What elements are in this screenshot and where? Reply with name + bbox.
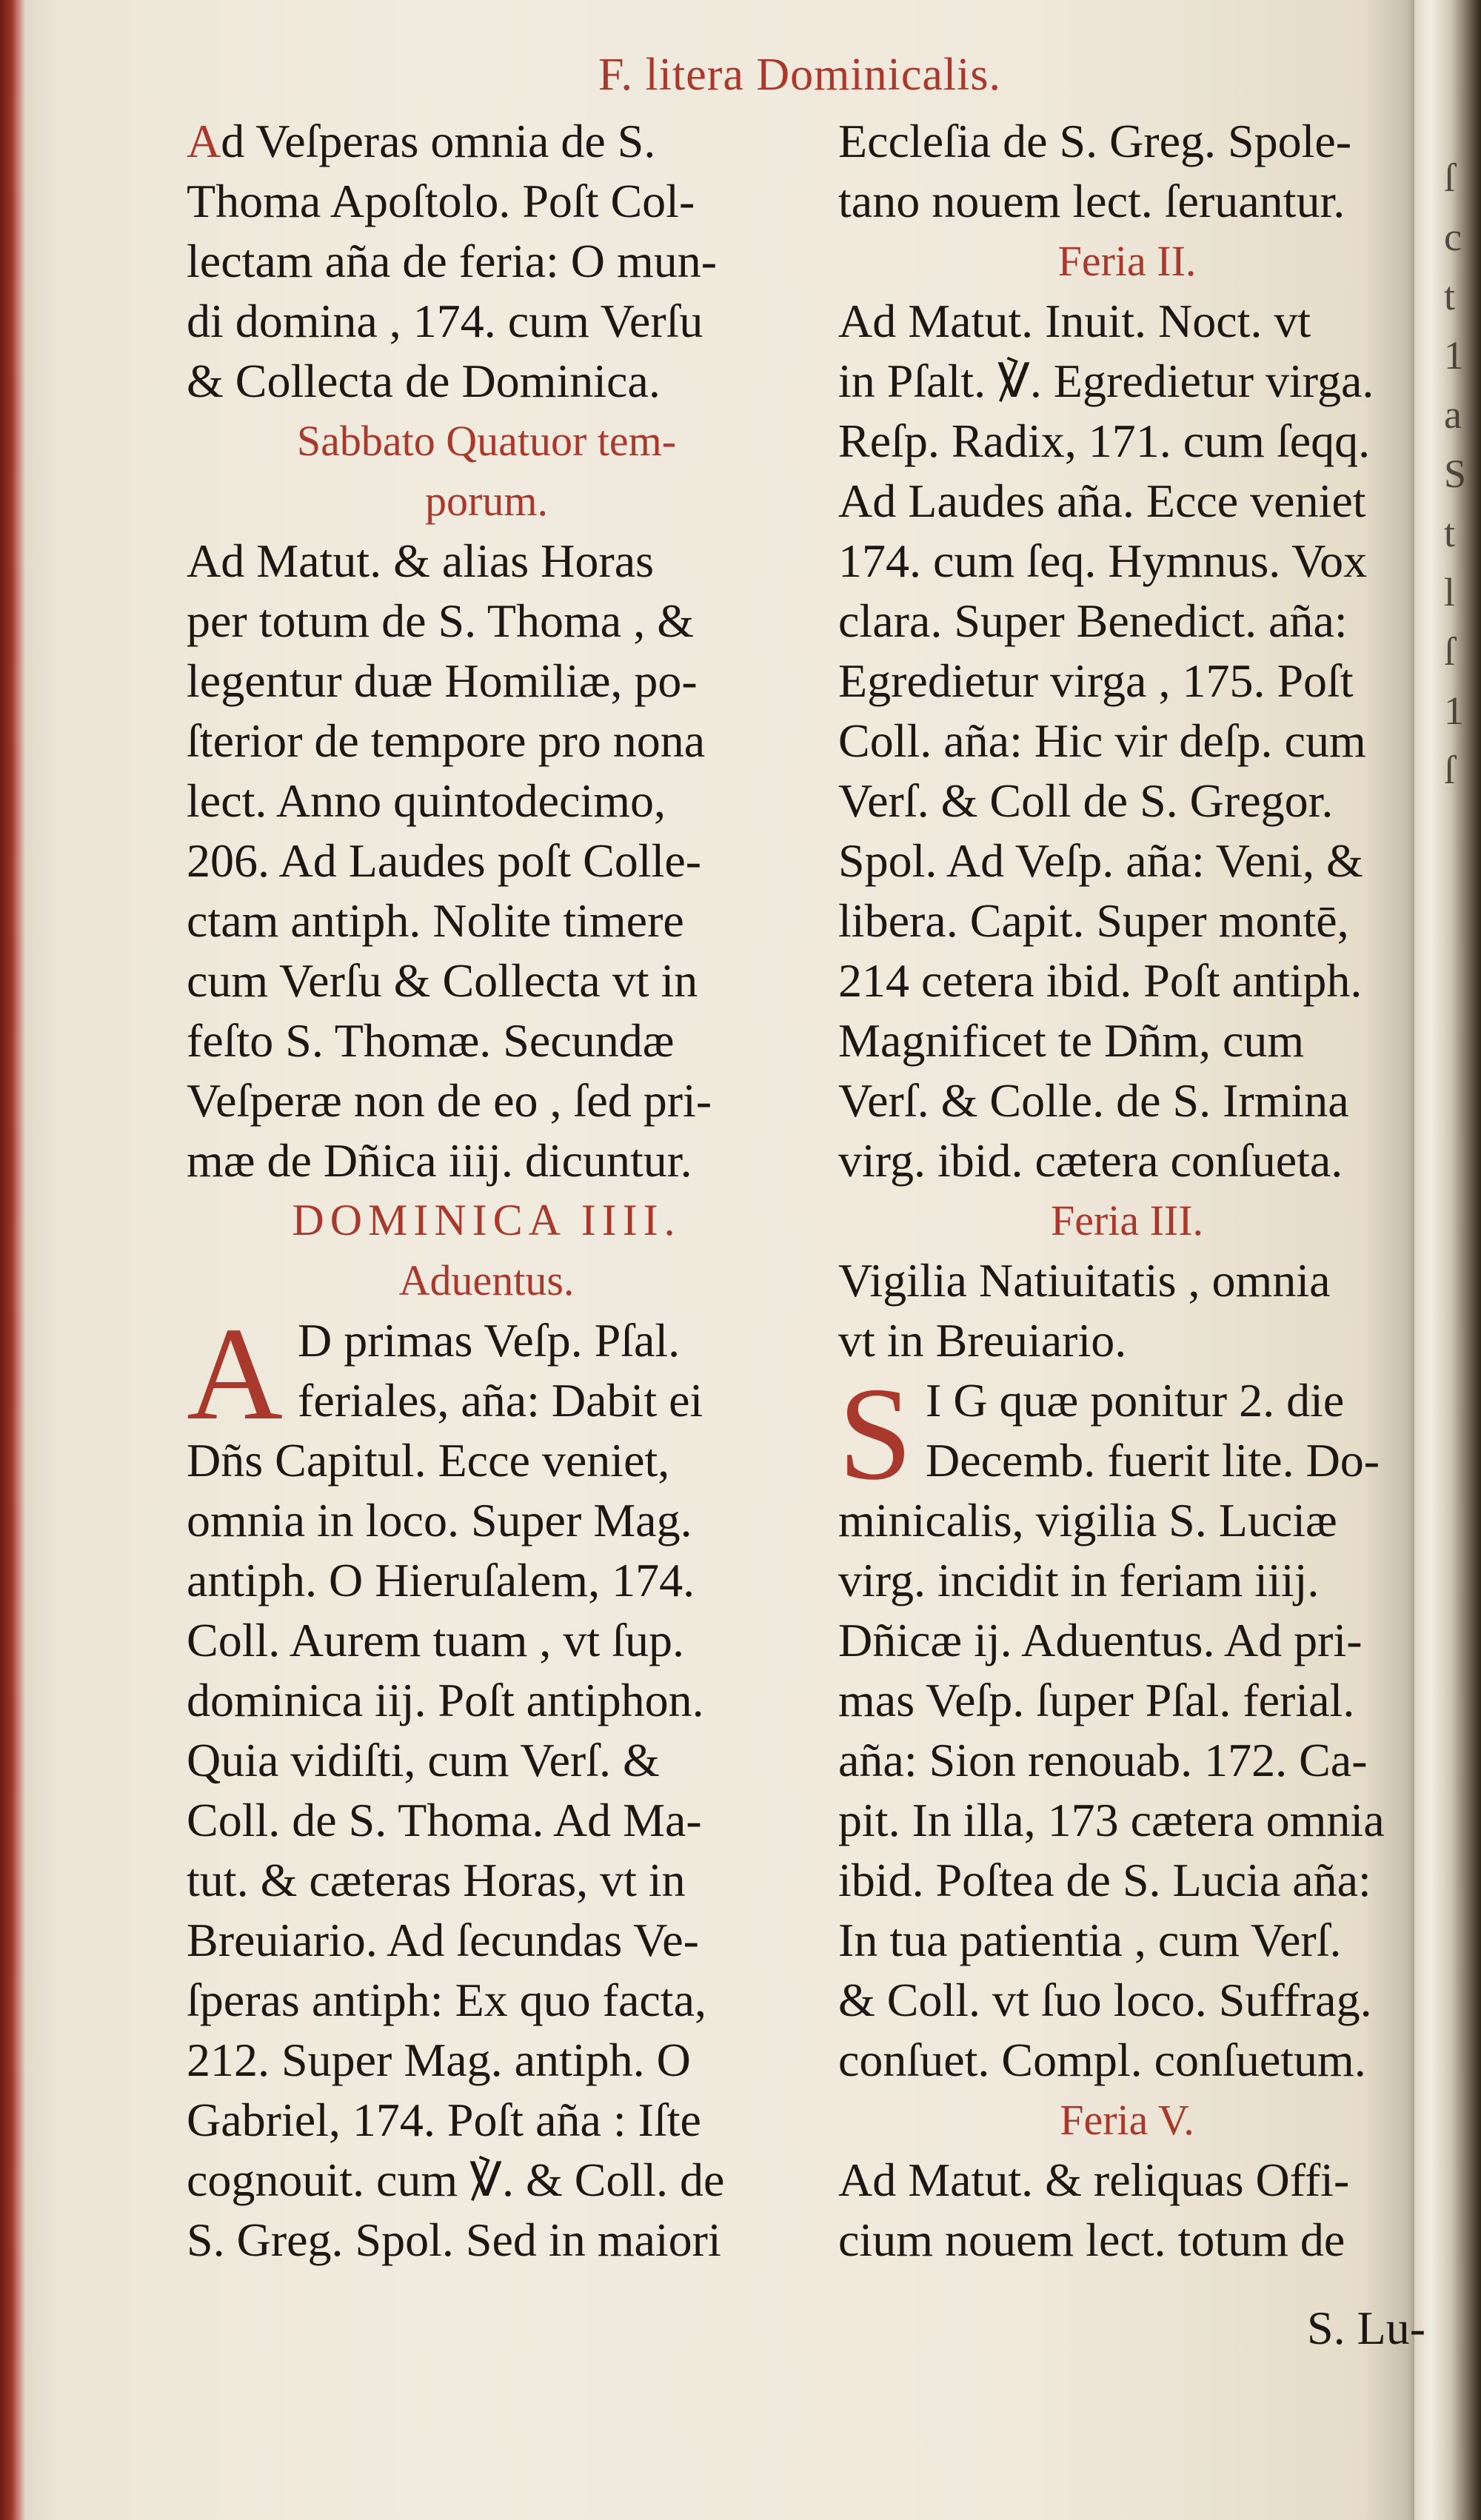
text-line: 214 cetera ibid. Poſt antiph. <box>838 954 1363 1007</box>
text-line: I G quæ ponitur 2. die <box>926 1374 1345 1427</box>
text-line: cium nouem lect. totum de <box>838 2214 1345 2266</box>
text-line: Egredietur virga , 175. Poſt <box>838 654 1354 707</box>
text-line: Decemb. fuerit lite. Do- <box>926 1434 1380 1487</box>
text-line: mas Veſp. ſuper Pſal. ferial. <box>838 1674 1355 1726</box>
text-line: ſperas antiph: Ex quo facta, <box>187 1974 706 2026</box>
text-line: clara. Super Benedict. aña: <box>838 594 1348 647</box>
text-line: 212. Super Mag. antiph. O <box>187 2034 691 2086</box>
text-line: Gabriel, 174. Poſt aña : Iſte <box>187 2094 701 2146</box>
text-line: tano nouem lect. ſeruantur. <box>838 175 1345 227</box>
text-line: Dñs Capitul. Ecce veniet, <box>187 1434 670 1487</box>
text-line: Ad Laudes aña. Ecce veniet <box>838 475 1366 527</box>
text-line: Spol. Ad Veſp. aña: Veni, & <box>838 834 1363 887</box>
right-column <box>838 111 1416 2270</box>
dropcap-initial: A <box>187 1300 283 1447</box>
text-line: Reſp. Radix, 171. cum ſeqq. <box>838 415 1371 467</box>
text-line: antiph. O Hieruſalem, 174. <box>187 1554 695 1606</box>
text-line: dominica iij. Poſt antiphon. <box>187 1674 704 1726</box>
text-line: & Collecta de Dominica. <box>187 355 661 407</box>
text-line: Eccleſia de S. Greg. Spole- <box>838 115 1352 167</box>
text-line: Ad Matut. Inuit. Noct. vt <box>838 295 1311 347</box>
bleed-through-text: ſ c t 1 a S t l ſ 1 ſ <box>1444 155 1467 792</box>
text-line: minicalis, vigilia S. Luciæ <box>838 1494 1337 1546</box>
text-line-body: d Veſperas omnia de S. <box>221 115 656 167</box>
binding-edge <box>0 0 25 2520</box>
text-line: per totum de S. Thoma , & <box>187 594 694 647</box>
text-line: lectam aña de feria: O mun- <box>187 235 718 287</box>
section-heading: Feria V. <box>1060 2096 1194 2144</box>
section-heading: Feria II. <box>1057 237 1197 285</box>
text-line: virg. incidit in feriam iiij. <box>838 1554 1320 1606</box>
dropcap-paragraph <box>838 1360 1416 1507</box>
section-heading: DOMINICA IIII. <box>292 1196 681 1244</box>
section-subheading: Aduentus. <box>398 1256 575 1304</box>
text-line: Thoma Apoſtolo. Poſt Col- <box>187 175 695 227</box>
text-line: virg. ibid. cætera conſueta. <box>838 1134 1343 1187</box>
section-heading: Feria III. <box>1050 1196 1204 1244</box>
text-line: libera. Capit. Super montē, <box>838 894 1349 947</box>
text-line: vt in Breuiario. <box>838 1314 1127 1367</box>
text-line: mæ de Dñica iiij. dicuntur. <box>187 1134 692 1187</box>
section-heading: porum. <box>425 477 548 525</box>
text-line: Coll. aña: Hic vir deſp. cum <box>838 714 1366 767</box>
text-line: Vigilia Natiuitatis , omnia <box>838 1254 1331 1307</box>
text-line: lect. Anno quintodecimo, <box>187 774 666 827</box>
text-line: omnia in loco. Super Mag. <box>187 1494 692 1546</box>
catchword: S. Lu- <box>1307 2302 1425 2354</box>
text-line: Magnificet te Dñm, cum <box>838 1014 1305 1067</box>
text-line: Veſperæ non de eo , ſed pri- <box>187 1074 712 1127</box>
text-line: feſto S. Thomæ. Secundæ <box>187 1014 675 1067</box>
text-line: 206. Ad Laudes poſt Colle- <box>187 834 702 887</box>
text-line: Quia vidiſti, cum Verſ. & <box>187 1734 660 1786</box>
text-line: Coll. de S. Thoma. Ad Ma- <box>187 1794 702 1846</box>
text-line: 174. cum ſeq. Hymnus. Vox <box>838 535 1368 587</box>
text-line: Verſ. & Coll de S. Gregor. <box>838 774 1334 827</box>
text-line: pit. In illa, 173 cætera omnia <box>838 1794 1385 1846</box>
text-line: aña: Sion renouab. 172. Ca- <box>838 1734 1368 1786</box>
text-line: ibid. Poſtea de S. Lucia aña: <box>838 1854 1371 1906</box>
text-line: Ad Matut. & reliquas Offi- <box>838 2154 1350 2206</box>
dropcap-initial: S <box>838 1360 913 1507</box>
text-line: cum Verſu & Collecta vt in <box>187 954 698 1007</box>
text-line: In tua patientia , cum Verſ. <box>838 1914 1342 1966</box>
left-column <box>187 111 786 2270</box>
text-line: & Coll. vt ſuo loco. Suffrag. <box>838 1974 1372 2026</box>
text-line: ſterior de tempore pro nona <box>187 714 706 767</box>
text-line: Dñicæ ij. Aduentus. Ad pri- <box>838 1614 1363 1666</box>
text-line: D primas Veſp. Pſal. <box>298 1314 681 1367</box>
text-line: Breuiario. Ad ſecundas Ve- <box>187 1914 699 1966</box>
text-line: Verſ. & Colle. de S. Irmina <box>838 1074 1349 1127</box>
section-heading: Sabbato Quatuor tem- <box>296 417 677 465</box>
dropcap-paragraph <box>187 1300 786 1447</box>
running-head: F. litera Dominicalis. <box>598 50 1001 100</box>
text-line: tut. & cæteras Horas, vt in <box>187 1854 686 1906</box>
text-line: conſuet. Compl. conſuetum. <box>838 2034 1366 2086</box>
text-line: feriales, aña: Dabit ei <box>298 1374 703 1427</box>
text-line: Coll. Aurem tuam , vt ſup. <box>187 1614 684 1666</box>
text-line: cognouit. cum ℣. & Coll. de <box>187 2154 725 2206</box>
text-line: di domina , 174. cum Verſu <box>187 295 703 347</box>
text-line: S. Greg. Spol. Sed in maiori <box>187 2214 721 2266</box>
text-line: ctam antiph. Nolite timere <box>187 894 684 947</box>
text-line: legentur duæ Homiliæ, po- <box>187 654 698 707</box>
facing-page-edge <box>1414 0 1481 2520</box>
text-line: Ad Matut. & alias Horas <box>187 535 654 587</box>
text-line: Ad Veſperas omnia de S. <box>187 115 656 167</box>
text-line: in Pſalt. ℣. Egredietur virga. <box>838 355 1374 407</box>
